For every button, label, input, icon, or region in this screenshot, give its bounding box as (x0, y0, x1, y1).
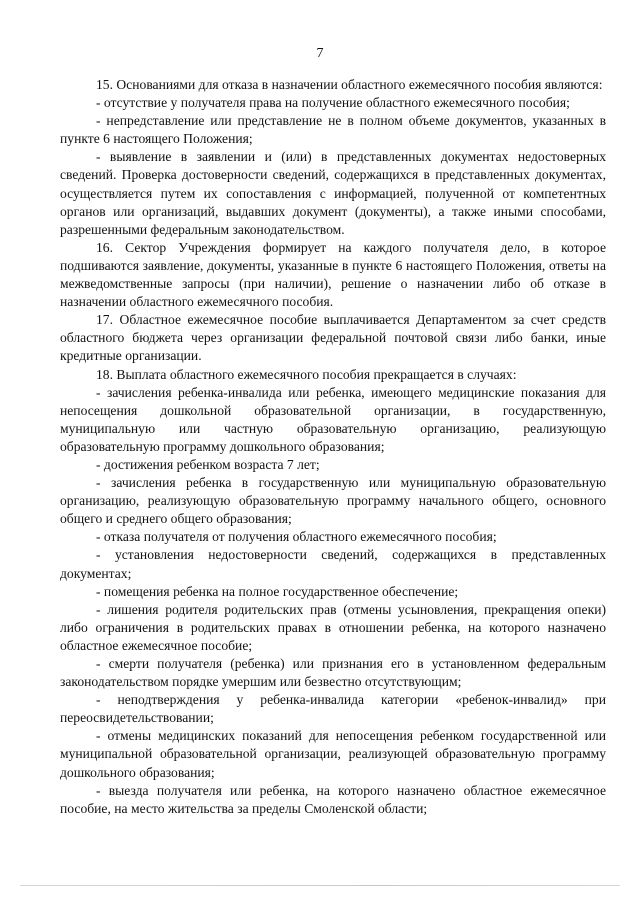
list-item: - смерти получателя (ребенка) или признания его в установленном федеральным законодательством порядке умершим или безвестно отсутствующим; (60, 656, 606, 690)
page-number: 7 (316, 46, 324, 61)
paragraph-18: 18. Выплата областного ежемесячного пособия прекращается в случаях: (96, 366, 517, 382)
document-body (60, 76, 606, 818)
list-item: - выявление в заявлении и (или) в представленных документах недостоверных сведений. Проверка достоверности сведений, содержащихся в представленных документах, осуществляется путем их сопоставления с информацией, полученной от компетентных органов или организаций, выдавших документ (документы), а также иными способами, разрешенными федеральным законодательством. (60, 149, 606, 237)
list-item: - зачисления ребенка в государственную или муниципальную образовательную организацию, реализующую образовательную программу начального общего, основного общего и среднего общего образования; (60, 475, 606, 527)
list-item: - достижения ребенком возраста 7 лет; (96, 456, 320, 472)
list-item: - отказа получателя от получения областного ежемесячного пособия; (96, 529, 497, 545)
list-item: - лишения родителя родительских прав (отмены усыновления, прекращения опеки) либо ограничения в родительских правах в отношении ребенка, на которого назначено областное ежемесячное пособие; (60, 601, 606, 653)
paragraph-16: 16. Сектор Учреждения формирует на каждого получателя дело, в которое подшиваются заявление, документы, указанные в пункте 6 настоящего Положения, ответы на межведомственные запросы (при наличии), решение о назначении либо об отказе в назначении областного ежемесячного пособия. (60, 239, 606, 310)
list-item: - неподтверждения у ребенка-инвалида категории «ребенок-инвалид» при переосвидетельствовании; (60, 692, 606, 726)
paragraph-17: 17. Областное ежемесячное пособие выплачивается Департаментом за счет средств областного бюджета через организации федеральной почтовой связи либо банки, иные кредитные организации. (60, 312, 606, 364)
paragraph-15: 15. Основаниями для отказа в назначении областного ежемесячного пособия являются: (96, 77, 603, 92)
scan-edge-line (20, 885, 620, 886)
list-item: - отсутствие у получателя права на получение областного ежемесячного пособия; (96, 95, 570, 111)
list-item: - установления недостоверности сведений, содержащихся в представленных документах; (60, 547, 606, 581)
list-item: - выезда получателя или ребенка, на которого назначено областное ежемесячное пособие, на место жительства за пределы Смоленской области; (60, 782, 606, 816)
list-item: - помещения ребенка на полное государственное обеспечение; (96, 583, 459, 599)
list-item: - непредставление или представление не в полном объеме документов, указанных в пункте 6 настоящего Положения; (60, 113, 606, 147)
list-item: - зачисления ребенка-инвалида или ребенка, имеющего медицинские показания для непосещения дошкольной образовательной организации, в государственную, муниципальную или частную образовательную организацию, реализующую образовательную программу дошкольного образования; (60, 384, 606, 454)
list-item: - отмены медицинских показаний для непосещения ребенком государственной или муниципальной образовательной организации, реализующей образовательную программу дошкольного образования; (60, 728, 606, 780)
